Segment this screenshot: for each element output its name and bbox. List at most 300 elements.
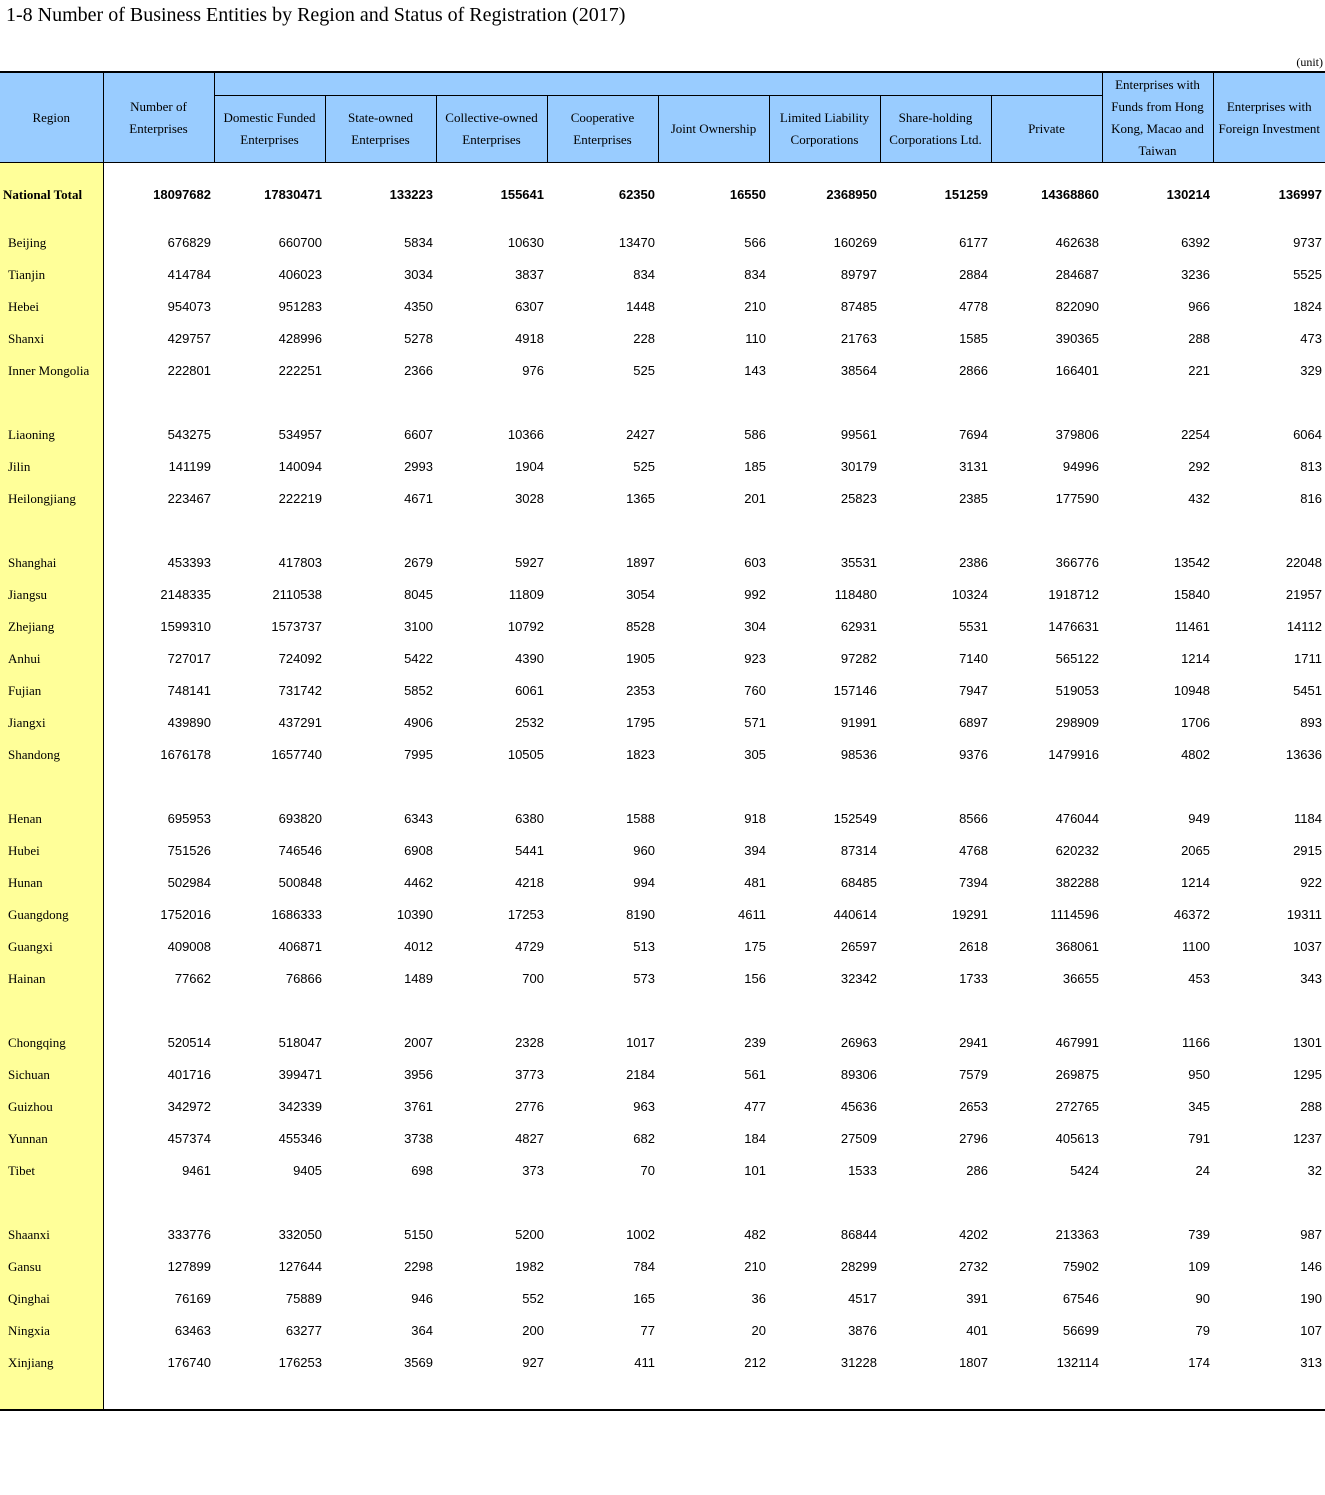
value-cell: 79 (1195, 1323, 1210, 1338)
value-cell: 329 (1300, 363, 1322, 378)
table-row (0, 1219, 1325, 1251)
value-cell: 222219 (278, 491, 322, 506)
value-cell: 6607 (404, 427, 433, 442)
value-cell: 457374 (167, 1131, 211, 1146)
table-row (0, 259, 1325, 291)
value-cell: 136997 (1278, 187, 1322, 202)
value-cell: 86844 (840, 1227, 877, 1242)
value-cell: 1448 (626, 299, 655, 314)
value-cell: 10366 (507, 427, 544, 442)
table-row (0, 1059, 1325, 1091)
value-cell: 5422 (404, 651, 433, 666)
value-cell: 87485 (840, 299, 877, 314)
value-cell: 401 (966, 1323, 988, 1338)
value-cell: 1795 (626, 715, 655, 730)
table-row (0, 675, 1325, 707)
value-cell: 2110538 (272, 587, 322, 602)
value-cell: 4517 (848, 1291, 877, 1306)
header-region: Region (0, 72, 103, 163)
value-cell: 2732 (959, 1259, 988, 1274)
value-cell: 676829 (167, 235, 211, 250)
table-row (0, 1123, 1325, 1155)
value-cell: 1301 (1293, 1035, 1322, 1050)
value-cell: 603 (744, 555, 766, 570)
value-cell: 5531 (959, 619, 988, 634)
region-cell-empty (0, 1379, 103, 1410)
region-cell: Fujian (0, 675, 103, 707)
value-cell: 561 (744, 1067, 766, 1082)
value-cell: 366776 (1055, 555, 1099, 570)
value-cell: 25823 (840, 491, 877, 506)
value-cell: 1479916 (1048, 747, 1099, 762)
value-cell: 1002 (626, 1227, 655, 1242)
value-cell: 7140 (959, 651, 988, 666)
value-cell: 620232 (1055, 843, 1099, 858)
value-cell: 15840 (1173, 587, 1210, 602)
table-row (0, 579, 1325, 611)
value-cell: 1982 (515, 1259, 544, 1274)
value-cell: 212 (744, 1355, 766, 1370)
region-cell: Hainan (0, 963, 103, 995)
value-cell: 222801 (167, 363, 211, 378)
value-cell: 751526 (167, 843, 211, 858)
spacer-row (0, 771, 1325, 803)
value-cell: 373 (522, 1163, 544, 1178)
value-cell: 4390 (515, 651, 544, 666)
value-cell: 391 (966, 1291, 988, 1306)
value-cell: 2148335 (160, 587, 211, 602)
value-cell: 26597 (840, 939, 877, 954)
value-cell: 127899 (167, 1259, 211, 1274)
value-cell: 62350 (618, 187, 655, 202)
value-cell: 923 (744, 651, 766, 666)
value-cell: 922 (1300, 875, 1322, 890)
value-cell: 950 (1188, 1067, 1210, 1082)
value-cell: 552 (522, 1291, 544, 1306)
value-cell: 1905 (626, 651, 655, 666)
region-cell: Tibet (0, 1155, 103, 1187)
table-row (0, 451, 1325, 483)
value-cell: 1686333 (271, 907, 322, 922)
value-cell: 2065 (1181, 843, 1210, 858)
value-cell: 200 (522, 1323, 544, 1338)
value-cell: 286 (966, 1163, 988, 1178)
value-cell: 19311 (1286, 907, 1322, 922)
value-cell: 20 (751, 1323, 766, 1338)
value-cell: 1599310 (160, 619, 211, 634)
value-cell: 4918 (515, 331, 544, 346)
value-cell: 98536 (840, 747, 877, 762)
value-cell: 17253 (507, 907, 544, 922)
value-cell: 1237 (1293, 1131, 1322, 1146)
value-cell: 2796 (959, 1131, 988, 1146)
region-cell: Shaanxi (0, 1219, 103, 1251)
value-cell: 17830471 (264, 187, 322, 202)
value-cell: 2915 (1293, 843, 1322, 858)
value-cell: 2184 (626, 1067, 655, 1082)
value-cell: 46372 (1173, 907, 1210, 922)
table-row (0, 835, 1325, 867)
spacer-row (0, 387, 1325, 419)
value-cell: 1476631 (1048, 619, 1099, 634)
value-cell: 364 (411, 1323, 433, 1338)
value-cell: 32342 (840, 971, 877, 986)
value-cell: 4671 (404, 491, 433, 506)
value-cell: 13542 (1173, 555, 1210, 570)
table-row (0, 323, 1325, 355)
value-cell: 10630 (507, 235, 544, 250)
value-cell: 534957 (278, 427, 322, 442)
value-cell: 151259 (944, 187, 988, 202)
value-cell: 342972 (167, 1099, 211, 1114)
value-cell: 5200 (515, 1227, 544, 1242)
value-cell: 698 (411, 1163, 433, 1178)
value-cell: 87314 (840, 843, 877, 858)
value-cell: 176253 (278, 1355, 322, 1370)
header-cooperative: Cooperative Enterprises (547, 96, 658, 163)
header-joint-ownership: Joint Ownership (658, 96, 769, 163)
value-cell: 213363 (1055, 1227, 1099, 1242)
value-cell: 437291 (278, 715, 322, 730)
table-row (0, 899, 1325, 931)
value-cell: 5927 (515, 555, 544, 570)
value-cell: 1214 (1181, 651, 1210, 666)
value-cell: 660700 (278, 235, 322, 250)
value-cell: 7947 (959, 683, 988, 698)
region-cell: Hubei (0, 835, 103, 867)
value-cell: 476044 (1055, 811, 1099, 826)
value-cell: 3569 (404, 1355, 433, 1370)
value-cell: 332050 (278, 1227, 322, 1242)
value-cell: 3034 (404, 267, 433, 282)
value-cell: 201 (744, 491, 766, 506)
empty-cell (103, 771, 1325, 803)
empty-cell (103, 515, 1325, 547)
value-cell: 118480 (834, 587, 877, 602)
value-cell: 288 (1300, 1099, 1322, 1114)
value-cell: 284687 (1055, 267, 1099, 282)
region-cell: Hebei (0, 291, 103, 323)
value-cell: 1037 (1293, 939, 1322, 954)
header-domestic-group (214, 72, 1102, 96)
value-cell: 966 (1188, 299, 1210, 314)
value-cell: 28299 (840, 1259, 877, 1274)
value-cell: 453393 (167, 555, 211, 570)
value-cell: 3054 (626, 587, 655, 602)
value-cell: 175 (744, 939, 766, 954)
value-cell: 2254 (1181, 427, 1210, 442)
value-cell: 518047 (278, 1035, 322, 1050)
value-cell: 813 (1300, 459, 1322, 474)
table-body (0, 163, 1325, 1411)
value-cell: 221 (1188, 363, 1210, 378)
value-cell: 3773 (515, 1067, 544, 1082)
header-private: Private (991, 96, 1102, 163)
value-cell: 3738 (404, 1131, 433, 1146)
value-cell: 467991 (1055, 1035, 1099, 1050)
value-cell: 27509 (840, 1131, 877, 1146)
value-cell: 394 (744, 843, 766, 858)
value-cell: 7995 (404, 747, 433, 762)
value-cell: 152549 (833, 811, 877, 826)
value-cell: 816 (1300, 491, 1322, 506)
region-cell: Sichuan (0, 1059, 103, 1091)
spacer-row (0, 995, 1325, 1027)
value-cell: 4012 (404, 939, 433, 954)
value-cell: 228 (633, 331, 655, 346)
value-cell: 893 (1300, 715, 1322, 730)
value-cell: 94996 (1062, 459, 1099, 474)
value-cell: 2776 (515, 1099, 544, 1114)
value-cell: 1676178 (160, 747, 211, 762)
value-cell: 2653 (959, 1099, 988, 1114)
value-cell: 18097682 (153, 187, 211, 202)
value-cell: 5441 (515, 843, 544, 858)
region-cell-empty (0, 387, 103, 419)
value-cell: 7694 (959, 427, 988, 442)
page-title: 1-8 Number of Business Entities by Region and Status of Registration (2017) (6, 4, 626, 26)
value-cell: 36 (751, 1291, 766, 1306)
value-cell: 38564 (840, 363, 877, 378)
value-cell: 3837 (515, 267, 544, 282)
region-cell: Tianjin (0, 259, 103, 291)
empty-cell (103, 1379, 1325, 1410)
value-cell: 35531 (840, 555, 877, 570)
value-cell: 7579 (959, 1067, 988, 1082)
value-cell: 77 (640, 1323, 655, 1338)
value-cell: 987 (1300, 1227, 1322, 1242)
value-cell: 4768 (959, 843, 988, 858)
value-cell: 4462 (404, 875, 433, 890)
value-cell: 784 (633, 1259, 655, 1274)
value-cell: 5852 (404, 683, 433, 698)
value-cell: 26963 (840, 1035, 877, 1050)
value-cell: 1823 (626, 747, 655, 762)
value-cell: 429757 (167, 331, 211, 346)
value-cell: 2427 (626, 427, 655, 442)
value-cell: 682 (633, 1131, 655, 1146)
value-cell: 822090 (1055, 299, 1099, 314)
value-cell: 519053 (1055, 683, 1099, 698)
value-cell: 1588 (626, 811, 655, 826)
value-cell: 22048 (1285, 555, 1322, 570)
value-cell: 8528 (626, 619, 655, 634)
value-cell: 210 (744, 1259, 766, 1274)
value-cell: 13470 (618, 235, 655, 250)
value-cell: 390365 (1055, 331, 1099, 346)
value-cell: 99561 (840, 427, 877, 442)
value-cell: 141199 (168, 459, 211, 474)
region-cell: Anhui (0, 643, 103, 675)
value-cell: 731742 (278, 683, 322, 698)
value-cell: 748141 (167, 683, 211, 698)
value-cell: 3236 (1181, 267, 1210, 282)
empty-cell (103, 387, 1325, 419)
value-cell: 101 (744, 1163, 766, 1178)
value-cell: 2353 (626, 683, 655, 698)
value-cell: 1752016 (160, 907, 211, 922)
value-cell: 2328 (515, 1035, 544, 1050)
region-cell: Qinghai (0, 1283, 103, 1315)
value-cell: 500848 (278, 875, 322, 890)
region-cell: Liaoning (0, 419, 103, 451)
value-cell: 77662 (174, 971, 211, 986)
value-cell: 10505 (507, 747, 544, 762)
value-cell: 210 (744, 299, 766, 314)
value-cell: 1585 (959, 331, 988, 346)
value-cell: 9461 (182, 1163, 211, 1178)
value-cell: 571 (744, 715, 766, 730)
value-cell: 693820 (278, 811, 322, 826)
region-cell: Jiangsu (0, 579, 103, 611)
value-cell: 5525 (1293, 267, 1322, 282)
value-cell: 382288 (1055, 875, 1099, 890)
table-row (0, 291, 1325, 323)
value-cell: 399471 (278, 1067, 322, 1082)
value-cell: 727017 (167, 651, 211, 666)
region-cell: Guizhou (0, 1091, 103, 1123)
value-cell: 414784 (167, 267, 211, 282)
value-cell: 140094 (278, 459, 322, 474)
value-cell: 190 (1300, 1291, 1322, 1306)
table-row (0, 707, 1325, 739)
region-cell: Shanghai (0, 547, 103, 579)
value-cell: 76866 (285, 971, 322, 986)
value-cell: 834 (633, 267, 655, 282)
spacer-row (0, 515, 1325, 547)
value-cell: 56699 (1062, 1323, 1099, 1338)
value-cell: 8045 (404, 587, 433, 602)
value-cell: 1365 (626, 491, 655, 506)
value-cell: 4906 (404, 715, 433, 730)
value-cell: 3100 (404, 619, 433, 634)
value-cell: 91991 (840, 715, 877, 730)
region-cell: Guangxi (0, 931, 103, 963)
region-cell: Hunan (0, 867, 103, 899)
national-total-row (0, 163, 1325, 228)
header-collective-owned: Collective-owned Enterprises (436, 96, 547, 163)
value-cell: 4729 (515, 939, 544, 954)
value-cell: 368061 (1055, 939, 1099, 954)
value-cell: 946 (411, 1291, 433, 1306)
value-cell: 24 (1195, 1163, 1210, 1178)
value-cell: 7394 (959, 875, 988, 890)
value-cell: 453 (1188, 971, 1210, 986)
value-cell: 97282 (840, 651, 877, 666)
value-cell: 918 (744, 811, 766, 826)
value-cell: 143 (744, 363, 766, 378)
value-cell: 298909 (1055, 715, 1099, 730)
value-cell: 3131 (959, 459, 988, 474)
table-header (0, 72, 1325, 163)
value-cell: 3876 (848, 1323, 877, 1338)
value-cell: 473 (1300, 331, 1322, 346)
value-cell: 176740 (167, 1355, 211, 1370)
value-cell: 1533 (848, 1163, 877, 1178)
value-cell: 428996 (278, 331, 322, 346)
table-row (0, 1315, 1325, 1347)
value-cell: 1807 (959, 1355, 988, 1370)
value-cell: 166401 (1055, 363, 1099, 378)
value-cell: 566 (744, 235, 766, 250)
value-cell: 1824 (1293, 299, 1322, 314)
value-cell: 4350 (404, 299, 433, 314)
value-cell: 2386 (959, 555, 988, 570)
value-cell: 520514 (167, 1035, 211, 1050)
value-cell: 10324 (951, 587, 988, 602)
value-cell: 739 (1188, 1227, 1210, 1242)
value-cell: 272765 (1055, 1099, 1099, 1114)
value-cell: 6392 (1181, 235, 1210, 250)
value-cell: 6061 (515, 683, 544, 698)
value-cell: 174 (1188, 1355, 1210, 1370)
value-cell: 502984 (167, 875, 211, 890)
table-row (0, 739, 1325, 771)
value-cell: 834 (744, 267, 766, 282)
value-cell: 184 (744, 1131, 766, 1146)
value-cell: 62931 (840, 619, 877, 634)
value-cell: 14368860 (1041, 187, 1099, 202)
value-cell: 177590 (1055, 491, 1099, 506)
value-cell: 1573737 (271, 619, 322, 634)
table-row (0, 643, 1325, 675)
value-cell: 5451 (1293, 683, 1322, 698)
value-cell: 1706 (1181, 715, 1210, 730)
value-cell: 11461 (1174, 619, 1210, 634)
table-row (0, 1027, 1325, 1059)
table-row (0, 419, 1325, 451)
value-cell: 1897 (626, 555, 655, 570)
region-cell: Chongqing (0, 1027, 103, 1059)
value-cell: 223467 (167, 491, 211, 506)
value-cell: 10792 (507, 619, 544, 634)
value-cell: 9405 (293, 1163, 322, 1178)
value-cell: 155641 (500, 187, 544, 202)
value-cell: 8566 (959, 811, 988, 826)
value-cell: 2866 (959, 363, 988, 378)
value-cell: 4827 (515, 1131, 544, 1146)
value-cell: 5424 (1070, 1163, 1099, 1178)
region-cell: Xinjiang (0, 1347, 103, 1379)
value-cell: 379806 (1055, 427, 1099, 442)
value-cell: 109 (1188, 1259, 1210, 1274)
value-cell: 401716 (167, 1067, 211, 1082)
value-cell: 760 (744, 683, 766, 698)
value-cell: 525 (633, 363, 655, 378)
table-row (0, 1347, 1325, 1379)
value-cell: 345 (1188, 1099, 1210, 1114)
region-cell: Shandong (0, 739, 103, 771)
value-cell: 1114596 (1050, 907, 1099, 922)
value-cell: 222251 (278, 363, 322, 378)
value-cell: 406871 (278, 939, 322, 954)
value-cell: 565122 (1055, 651, 1099, 666)
value-cell: 2884 (959, 267, 988, 282)
value-cell: 146 (1300, 1259, 1322, 1274)
value-cell: 30179 (840, 459, 877, 474)
value-cell: 5278 (404, 331, 433, 346)
value-cell: 127644 (278, 1259, 322, 1274)
region-cell: Shanxi (0, 323, 103, 355)
value-cell: 305 (744, 747, 766, 762)
value-cell: 2941 (959, 1035, 988, 1050)
value-cell: 477 (744, 1099, 766, 1114)
value-cell: 2618 (959, 939, 988, 954)
value-cell: 573 (633, 971, 655, 986)
value-cell: 132114 (1056, 1355, 1099, 1370)
end-padding-row (0, 1379, 1325, 1410)
value-cell: 462638 (1055, 235, 1099, 250)
